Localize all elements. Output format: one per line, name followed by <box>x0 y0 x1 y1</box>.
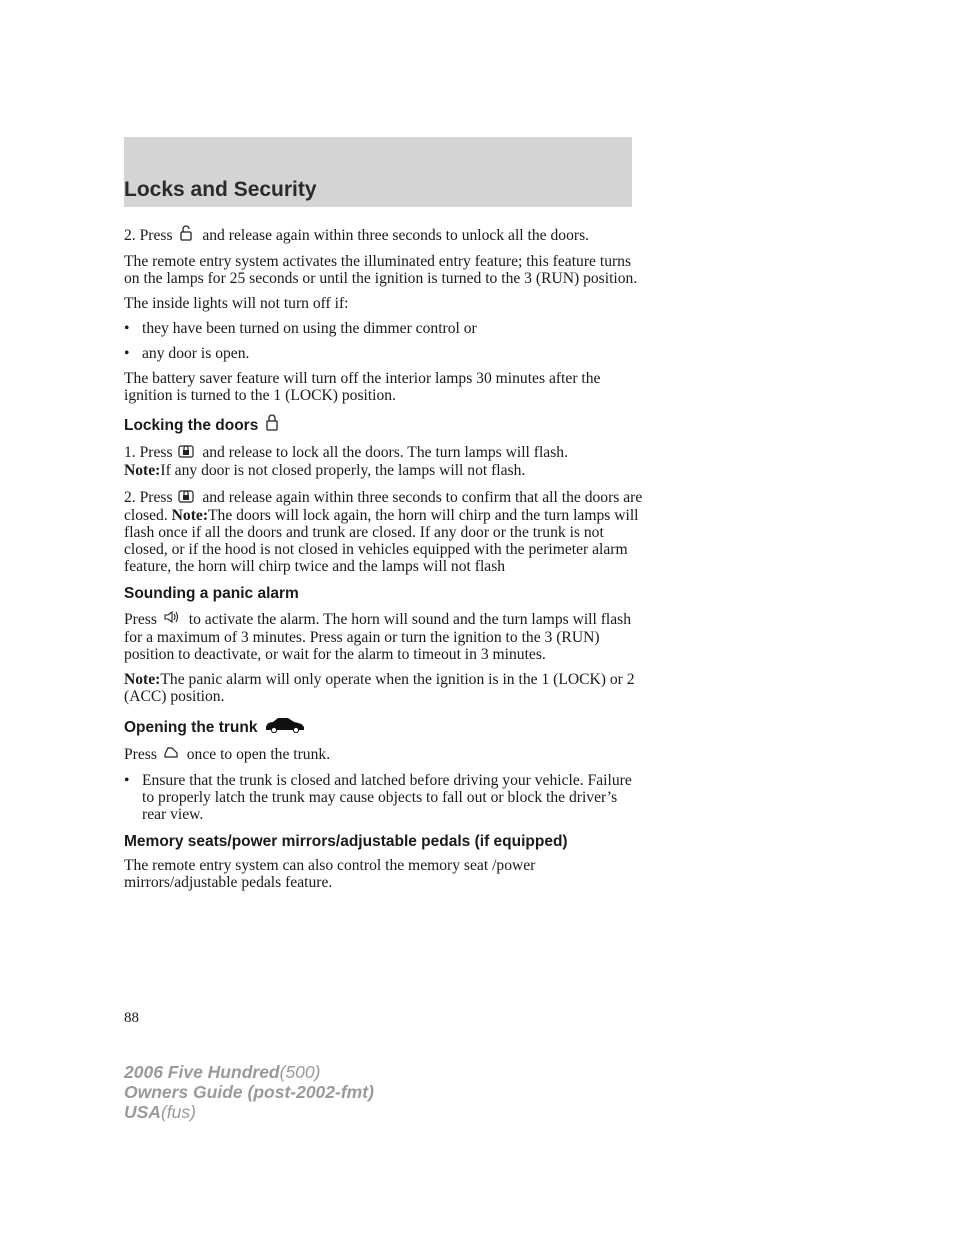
list-item: • Ensure that the trunk is closed and latched before driving your vehicle. Failure to properly latch the trunk may cause objects to fall out or block the driver’s rear view. <box>124 772 632 823</box>
heading-opening-trunk: Opening the trunk <box>124 715 644 738</box>
paragraph-panic-note: Note:The panic alarm will only operate when the ignition is in the 1 (LOCK) or 2 (ACC) position. <box>124 671 635 705</box>
page-title: Locks and Security <box>124 178 317 201</box>
horn-icon <box>163 609 181 629</box>
car-trunk-icon <box>264 715 306 738</box>
heading-panic-alarm: Sounding a panic alarm <box>124 585 299 602</box>
page-number: 88 <box>124 1010 139 1026</box>
lock-icon <box>178 487 194 507</box>
footer: 2006 Five Hundred(500) Owners Guide (post-2002-fmt) USA(fus) <box>124 1062 374 1122</box>
trunk-icon <box>163 744 179 764</box>
list-item: • any door is open. <box>124 345 250 362</box>
paragraph-illuminated-entry: The remote entry system activates the illuminated entry feature; this feature turns on the lamps for 25 seconds or until the ignition is turned to the 3 (RUN) position. <box>124 253 638 287</box>
paragraph-inside-lights: The inside lights will not turn off if: <box>124 295 349 312</box>
unlock-icon <box>178 225 194 245</box>
paragraph-unlock-step2: 2. Press and release again within three seconds to unlock all the doors. <box>124 227 590 244</box>
paragraph-panic-alarm: Press to activate the alarm. The horn will sound and the turn lamps will flash for a maximum of 3 minutes. Press again or turn the ignition to the 3 (RUN) position to deactivate, or wait for the alarm to timeout in 3 minutes. <box>124 611 632 663</box>
paragraph-lock-step2: 2. Press and release again within three seconds to confirm that all the doors are closed. Note:The doors will lock again, the horn will chirp and the turn lamps will flash once if all the doors and trunk are closed. If any door or the trunk is not closed, or if the hood is not closed in vehicles equipped with the perimeter alarm feature, the horn will chirp twice and the lamps will not flash <box>124 489 643 575</box>
heading-locking-doors: Locking the doors <box>124 414 644 436</box>
heading-memory-seats: Memory seats/power mirrors/adjustable pedals (if equipped) <box>124 833 568 850</box>
paragraph-battery-saver: The battery saver feature will turn off the interior lamps 30 minutes after the ignition is turned to the 1 (LOCK) position. <box>124 370 601 404</box>
content <box>124 225 644 899</box>
paragraph-lock-step1: 1. Press and release to lock all the doors. The turn lamps will flash. Note:If any door is not closed properly, the lamps will not flash. <box>124 444 568 479</box>
list-item: • they have been turned on using the dimmer control or <box>124 320 477 337</box>
lock-icon <box>178 442 194 462</box>
paragraph-trunk: Press once to open the trunk. <box>124 746 331 763</box>
paragraph-memory-seats: The remote entry system can also control the memory seat /power mirrors/adjustable pedals feature. <box>124 857 536 891</box>
lock-icon <box>265 414 279 436</box>
